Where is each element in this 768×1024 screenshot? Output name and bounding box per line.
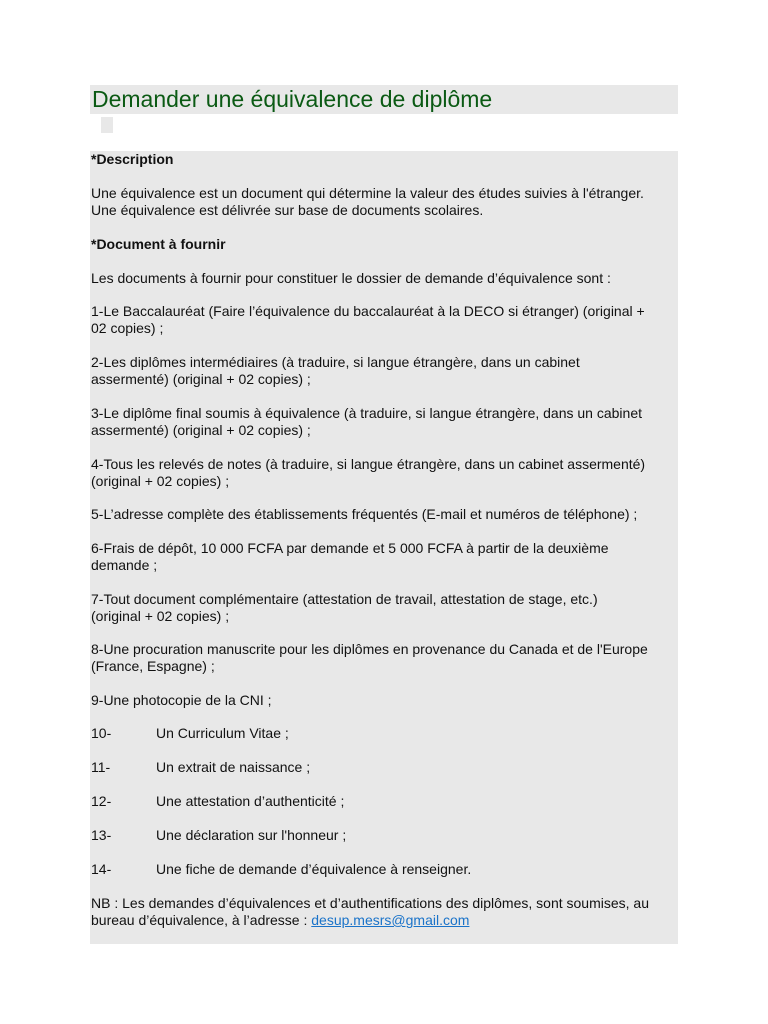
list-item — [91, 540, 675, 574]
list-item-line: 6-Frais de dépôt, 10 000 FCFA par demande et 5 000 FCFA à partir de la deuxième — [91, 540, 609, 556]
document-body — [90, 151, 678, 944]
list-item — [91, 641, 675, 675]
list-item — [91, 692, 675, 709]
documents-intro: Les documents à fournir pour constituer le dossier de demande d’équivalence sont : — [91, 270, 611, 286]
page-title: Demander une équivalence de diplôme — [92, 86, 493, 112]
numbered-item — [91, 827, 675, 844]
item-text: Un extrait de naissance ; — [156, 759, 311, 775]
list-item-line: 8-Une procuration manuscrite pour les diplômes en provenance du Canada et de l'Europe — [91, 641, 648, 657]
note — [91, 895, 675, 929]
list-item-line: (original + 02 copies) ; — [91, 473, 230, 489]
decorative-square — [101, 117, 113, 133]
documents-heading: *Document à fournir — [91, 236, 226, 252]
list-item — [91, 303, 675, 337]
list-item-line: demande ; — [91, 557, 158, 573]
list-item — [91, 354, 675, 388]
list-item-line: (original + 02 copies) ; — [91, 608, 230, 624]
list-item-line: 1-Le Baccalauréat (Faire l’équivalence du baccalauréat à la DECO si étranger) (original + — [91, 303, 645, 319]
list-item — [91, 506, 675, 523]
item-number: 13- — [91, 827, 112, 843]
item-text: Une fiche de demande d’équivalence à renseigner. — [156, 861, 472, 877]
description-heading: *Description — [91, 151, 174, 167]
numbered-item — [91, 861, 675, 878]
list-item-line: assermenté) (original + 02 copies) ; — [91, 422, 311, 438]
list-item-line: assermenté) (original + 02 copies) ; — [91, 371, 311, 387]
list-item-line: 2-Les diplômes intermédiaires (à traduire, si langue étrangère, dans un cabinet — [91, 354, 580, 370]
item-text: Une déclaration sur l'honneur ; — [156, 827, 347, 843]
list-item — [91, 405, 675, 439]
item-text: Un Curriculum Vitae ; — [156, 725, 289, 741]
email-link[interactable]: desup.mesrs@gmail.com — [311, 912, 470, 928]
item-number: 12- — [91, 793, 112, 809]
note-line-2 — [91, 912, 675, 929]
list-item-line: (France, Espagne) ; — [91, 658, 215, 674]
list-item — [91, 456, 675, 490]
item-text: Une attestation d’authenticité ; — [156, 793, 345, 809]
item-number: 10- — [91, 725, 112, 741]
list-item-line: 02 copies) ; — [91, 320, 164, 336]
list-item-line: 7-Tout document complémentaire (attestation de travail, attestation de stage, etc.) — [91, 591, 598, 607]
list-item-line: 9-Une photocopie de la CNI ; — [91, 692, 272, 708]
list-item-line: 4-Tous les relevés de notes (à traduire, si langue étrangère, dans un cabinet assermenté) — [91, 456, 646, 472]
list-item-line: 3-Le diplôme final soumis à équivalence (à traduire, si langue étrangère, dans un cabinet — [91, 405, 643, 421]
item-number: 14- — [91, 861, 112, 877]
numbered-item — [91, 725, 675, 742]
numbered-item — [91, 793, 675, 810]
list-item — [91, 591, 675, 625]
note-line-2-text: bureau d’équivalence, à l’adresse : — [91, 912, 312, 928]
note-line-1: NB : Les demandes d’équivalences et d’authentifications des diplômes, sont soumises, au — [91, 895, 649, 911]
numbered-item — [91, 759, 675, 776]
item-number: 11- — [91, 759, 111, 775]
description-line-1: Une équivalence est un document qui détermine la valeur des études suivies à l'étranger. — [91, 185, 644, 201]
title-band — [90, 85, 678, 114]
description-line-2: Une équivalence est délivrée sur base de documents scolaires. — [91, 202, 484, 218]
list-item-line: 5-L’adresse complète des établissements fréquentés (E-mail et numéros de téléphone) ; — [91, 506, 638, 522]
